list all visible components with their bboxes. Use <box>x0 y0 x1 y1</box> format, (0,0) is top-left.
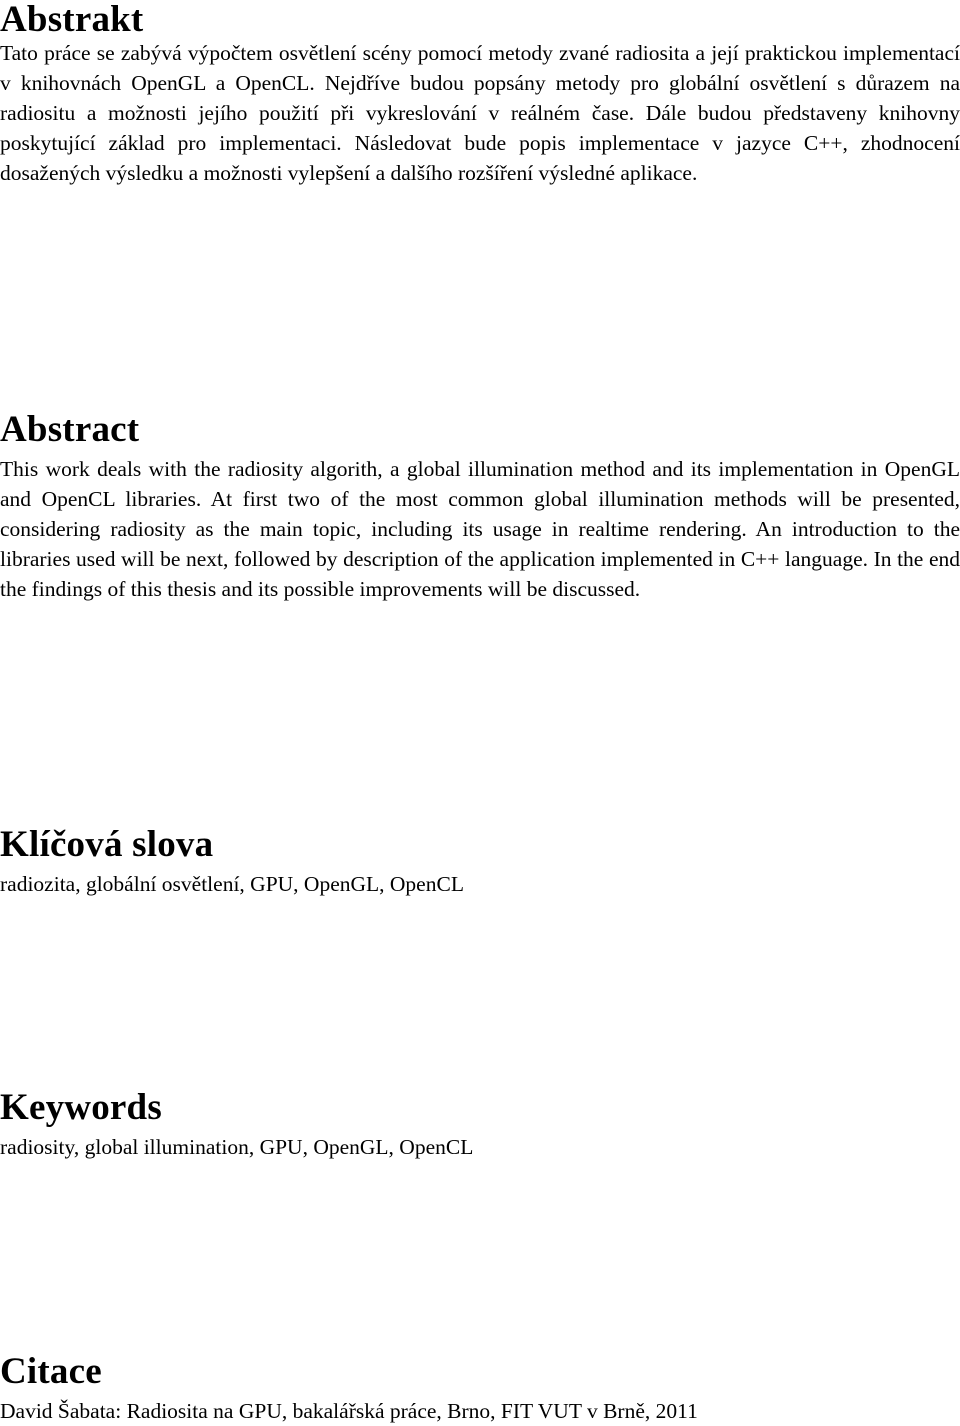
klicova-slova-heading: Klíčová slova <box>0 824 214 865</box>
abstrakt-text: Tato práce se zabývá výpočtem osvětlení scény pomocí metody zvané radiosita a její praktickou implementací v knihovnách OpenGL a OpenCL. Nejdříve budou popsány metody pro globální osvětlení s důrazem na radiositu a možnosti jejího použití při vykreslování v reálném čase. Dále budou představeny knihovny poskytující základ pro implementaci. Následovat bude popis implementace v jazyce C++, zhodnocení dosažených výsledku a možnosti vylepšení a dalšího rozšíření výsledné aplikace. <box>0 41 960 185</box>
section-abstract <box>0 410 960 604</box>
keywords-text: radiosity, global illumination, GPU, OpenGL, OpenCL <box>0 1135 474 1159</box>
section-citace <box>0 1352 960 1426</box>
abstrakt-heading: Abstrakt <box>0 0 144 40</box>
abstract-heading: Abstract <box>0 409 140 450</box>
abstract-text: This work deals with the radiosity algorith, a global illumination method and its implementation in OpenGL and OpenCL libraries. At first two of the most common global illumination methods will be presented, considering radiosity as the main topic, including its usage in realtime rendering. An introduction to the libraries used will be next, followed by description of the application implemented in C++ language. In the end the findings of this thesis and its possible improvements will be discussed. <box>0 457 960 601</box>
section-abstrakt <box>0 0 960 188</box>
citace-heading: Citace <box>0 1351 102 1392</box>
section-klicova-slova <box>0 825 960 899</box>
citace-text: David Šabata: Radiosita na GPU, bakalářská práce, Brno, FIT VUT v Brně, 2011 <box>0 1399 698 1423</box>
section-keywords <box>0 1088 960 1162</box>
klicova-slova-text: radiozita, globální osvětlení, GPU, OpenGL, OpenCL <box>0 872 464 896</box>
keywords-heading: Keywords <box>0 1087 162 1128</box>
